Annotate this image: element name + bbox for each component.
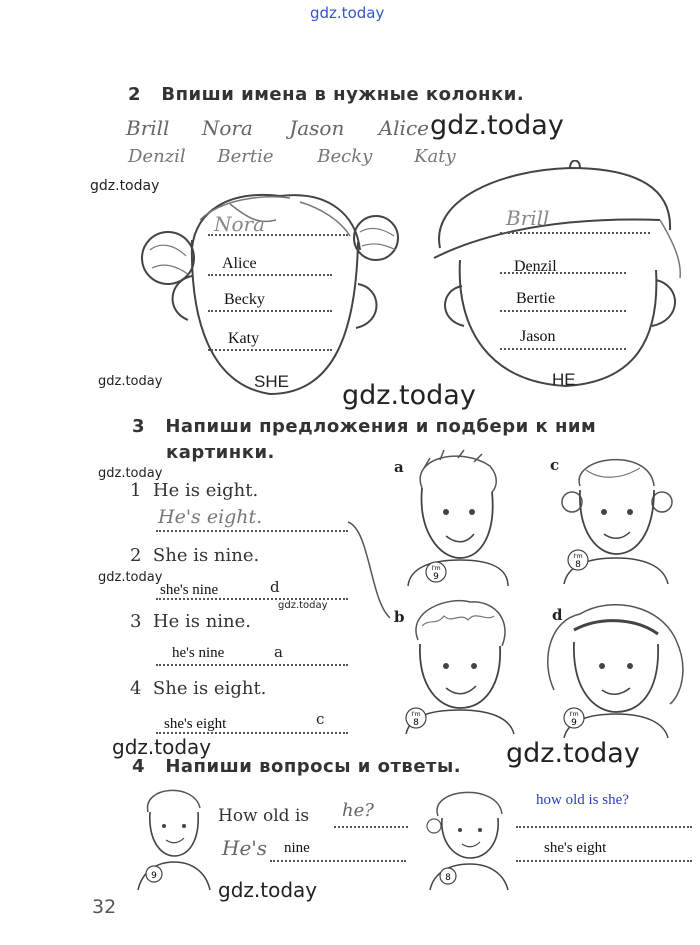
watermark-ex3-left2: gdz.today [98, 570, 163, 585]
ex3-line-3 [156, 664, 348, 666]
name-bank-item: Brill [126, 116, 170, 140]
exercise-2-number: 2 [128, 84, 142, 105]
ex3-answer-3: he's nine [172, 645, 225, 661]
exercise-2-title: Впиши имена в нужные колонки. [161, 84, 525, 105]
ex3-answer-4: she's eight [164, 716, 227, 732]
girl-answer-1: Alice [222, 255, 257, 272]
pic-letter-a: a [394, 458, 404, 476]
watermark-ex4-left: gdz.today [112, 735, 212, 759]
ex3-sentence: He is eight. [152, 480, 259, 501]
ex4-girl-picture [424, 782, 514, 892]
girl-line-1 [208, 274, 332, 276]
ex3-num: 4 [130, 678, 142, 699]
exercise-3-number: 3 [132, 416, 146, 437]
kid-picture-d [540, 600, 690, 740]
watermark-top: gdz.today [310, 4, 385, 22]
watermark-ex4-right: gdz.today [506, 738, 640, 769]
ex3-num: 3 [130, 611, 142, 632]
ex3-answer-1: He's eight. [158, 506, 263, 528]
ex4-badge-right: 8 [445, 873, 451, 883]
watermark-ex3-left1: gdz.today [98, 466, 163, 481]
kid-picture-b [400, 596, 520, 736]
ex3-sentence-4 [130, 678, 266, 699]
name-bank-item: Becky [317, 146, 373, 167]
pic-c-badge-top: I'm [573, 553, 583, 560]
ex4-boy-picture [134, 782, 214, 892]
girl-line-3 [208, 349, 332, 351]
ex4-question-printed: How old is [218, 806, 310, 826]
ex4-question-written: he? [342, 800, 374, 821]
pic-letter-c: c [550, 456, 560, 474]
name-bank-item: Bertie [217, 146, 274, 167]
ex3-sentence-2 [130, 545, 259, 566]
ex3-sentence: He is nine. [152, 611, 252, 632]
pic-letter-d: d [552, 606, 563, 624]
ex3-sentence-3 [130, 611, 251, 632]
name-bank-item: Jason [289, 116, 345, 140]
watermark-mid-center: gdz.today [342, 380, 476, 411]
ex3-num: 1 [130, 480, 142, 501]
pic-d-badge-num: 9 [571, 718, 577, 728]
watermark-ex2-left: gdz.today [90, 178, 160, 194]
ex4-answer-2: she's eight [544, 840, 607, 856]
name-bank-item: Denzil [128, 146, 186, 167]
ex3-sentence: She is nine. [152, 545, 260, 566]
ex3-line-1 [156, 530, 348, 532]
girl-answer-2: Becky [224, 291, 265, 308]
ex3-letter-3: a [274, 643, 283, 661]
boy-answer-1: Denzil [514, 258, 557, 275]
ex3-line-4 [156, 732, 348, 734]
girl-line-0 [208, 234, 348, 236]
name-bank-item: Alice [378, 116, 429, 140]
ex3-letter-2: d [270, 578, 280, 596]
ex4-question-line [334, 826, 408, 828]
pic-a-badge-top: I'm [431, 565, 441, 572]
exercise-4-heading [132, 756, 461, 777]
pic-c-badge-num: 8 [575, 560, 581, 570]
name-bank-row1 [126, 116, 429, 140]
boy-line-2 [500, 310, 626, 312]
name-bank-item: Nora [201, 116, 253, 140]
ex3-sentence-1 [130, 480, 258, 501]
page-number: 32 [92, 896, 117, 918]
ex3-num: 2 [130, 545, 142, 566]
ex4-badge-left: 9 [151, 871, 157, 881]
watermark-bottom: gdz.today [218, 878, 318, 902]
pic-a-badge-num: 9 [433, 572, 439, 582]
ex3-letter-4: c [316, 710, 325, 728]
pic-b-badge-top: I'm [411, 711, 421, 718]
pic-letter-b: b [394, 608, 405, 626]
boy-line-0 [500, 232, 650, 234]
boy-answer-3: Jason [520, 328, 556, 345]
exercise-3-heading [132, 416, 596, 437]
ex4-answer-written: nine [284, 840, 310, 856]
ex3-line-2 [156, 598, 348, 600]
name-bank-item: Katy [414, 146, 456, 167]
pic-d-badge-top: I'm [569, 711, 579, 718]
watermark-ex3-small: gdz.today [278, 600, 328, 611]
exercise-4-title: Напиши вопросы и ответы. [165, 756, 462, 777]
girl-she-label: SHE [254, 372, 289, 391]
boy-example-name: Brill [506, 206, 550, 230]
exercise-3-title-line1: Напиши предложения и подбери к ним [165, 416, 597, 437]
ex4-answer-2-line [516, 860, 692, 862]
watermark-ex2-right: gdz.today [430, 110, 564, 141]
boy-answer-2: Bertie [516, 290, 556, 307]
boy-face-drawing [420, 160, 690, 400]
ex4-question-2: how old is she? [536, 792, 629, 808]
boy-line-1 [500, 272, 626, 274]
name-bank-row2 [128, 146, 456, 167]
boy-he-label: HE [552, 370, 576, 389]
exercise-4-number: 4 [132, 756, 146, 777]
kid-picture-c [550, 446, 680, 586]
ex4-answer-printed: He's [222, 836, 268, 860]
kid-picture-a [400, 448, 510, 588]
boy-line-3 [500, 348, 626, 350]
girl-example-name: Nora [214, 212, 266, 236]
pic-b-badge-num: 8 [413, 718, 419, 728]
ex3-sentence: She is eight. [152, 678, 267, 699]
ex4-question-2-line [516, 826, 692, 828]
ex3-answer-2: she's nine [160, 582, 219, 598]
ex4-answer-line [270, 860, 406, 862]
girl-answer-3: Katy [228, 330, 260, 347]
exercise-2-heading [128, 84, 524, 105]
girl-line-2 [208, 310, 332, 312]
exercise-3-title-line2: картинки. [166, 442, 275, 463]
watermark-mid-left: gdz.today [98, 374, 163, 389]
